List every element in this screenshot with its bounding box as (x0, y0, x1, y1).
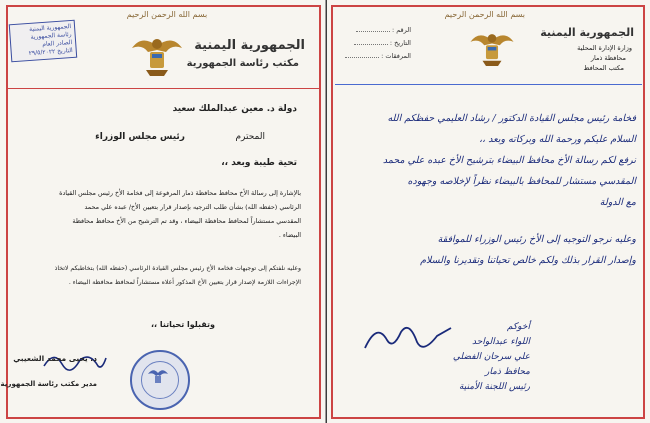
registry-stamp (9, 20, 78, 63)
basmala: بسم الله الرحمن الرحيم (126, 10, 208, 19)
closing: وتقبلوا تحياتنا ،، (151, 320, 215, 329)
body-paragraph-1 (11, 186, 301, 242)
yemen-eagle-emblem (128, 30, 186, 78)
body-line: المقدسي مستشاراً لمحافظ محافظة البيضاء ، وقد تم الترشيح من الأخ محافظ محافظة (72, 217, 301, 225)
handwritten-line: وعليه نرجو التوجيه إلى الأخ رئيس الوزراء للموافقة (437, 234, 636, 245)
handwritten-line: المقدسي مستشار للمحافظ بالبيضاء نظراً لإخلاصه وجهوده (407, 176, 636, 187)
signer-title: مدير مكتب رئاسة الجمهورية (0, 380, 97, 388)
governor-signature (357, 318, 457, 358)
handwritten-signoff (453, 320, 530, 395)
handwritten-body (338, 108, 636, 271)
republic-heading: الجمهورية اليمنية (194, 38, 305, 53)
body-line: وعليه نلفتكم إلى توجيهات فخامة الأخ رئيس مجلس القيادة الرئاسي (حفظه الله) بتخاطبكم لاتخاذ (54, 265, 301, 272)
document-meta (341, 24, 411, 63)
stamp-line: الجمهورية اليمنية (28, 23, 72, 33)
meta-date (341, 37, 411, 50)
handwritten-line: مع الدولة (599, 197, 636, 208)
honorific: المحترم (235, 132, 265, 142)
signoff-line: رئيس اللجنة الأمنية (458, 382, 530, 392)
yemen-eagle-emblem (467, 26, 517, 68)
signoff-line: علي سرحان الفضلي (452, 352, 530, 362)
meta-number-label: الرقم : (391, 26, 411, 34)
body-line: بالإشارة إلى رسالة الأخ محافظ محافظة ذمار المرفوعة إلى فخامة الأخ رئيس مجلس القيادة (59, 189, 301, 197)
addressee: دولة د. معين عبدالملك سعيد (172, 104, 297, 114)
ministry-heading: وزارة الإدارة المحلية (577, 44, 632, 52)
greeting: تحية طيبة وبعد ،، (221, 158, 297, 168)
header-divider (8, 88, 319, 89)
meta-attachments-label: المرفقات : (381, 52, 411, 60)
handwritten-line: السلام عليكم ورحمة الله وبركاته وبعد ،، (479, 134, 636, 145)
body-paragraph-2 (11, 262, 301, 290)
handwritten-line: وإصدار القرار بذلك ولكم خالص تحياتنا وتقديرنا والسلام (420, 255, 636, 266)
basmala: بسم الله الرحمن الرحيم (444, 10, 525, 19)
signoff-line: اللواء عبدالواحد (472, 337, 530, 347)
stamp-line: الصادر العام (42, 39, 73, 49)
governorate-heading: محافظة ذمار (590, 54, 626, 62)
body-line: البيضاء . (278, 231, 301, 239)
meta-date-label: التاريخ : (389, 39, 411, 47)
body-line: الرئاسي (حفظه الله) بشأن طلب الترجيه بإصدار قرار بتعيين الأخ/ عبده علي محمد (84, 203, 301, 211)
office-heading: مكتب رئاسة الجمهورية (186, 58, 299, 69)
handwritten-line: نرفع لكم رسالة الأخ محافظ البيضاء بترشيح الأخ عبده علي محمد (382, 155, 636, 166)
letter-governor-dhamar (327, 0, 650, 423)
body-line: الإجراءات اللازمة لإصدار قرار بتعيين الأخ المذكور أعلاه مستشاراً لمحافظ محافظة البيضاء . (68, 279, 301, 286)
republic-heading: الجمهورية اليمنية (540, 26, 634, 39)
meta-attachments (341, 50, 411, 63)
signer-name: د. يحيى محمد الشعيبي (13, 354, 97, 363)
signoff-line: محافظ ذمار (485, 367, 530, 377)
header-divider (335, 84, 642, 85)
office-heading: مكتب المحافظ (583, 64, 624, 72)
stamp-date: التاريخ ٢٩/٥/٢٠٢٢ (28, 47, 73, 58)
signoff-line: أخوكم (507, 322, 530, 332)
stamp-eagle-icon (146, 364, 170, 388)
stamp-line: رئاسة الجمهورية (30, 31, 72, 41)
handwritten-line: فخامة رئيس مجلس القيادة الدكتور / رشاد العليمي حفظكم الله (387, 113, 636, 124)
meta-number (341, 24, 411, 37)
addressee-title: رئيس مجلس الوزراء (95, 132, 185, 142)
